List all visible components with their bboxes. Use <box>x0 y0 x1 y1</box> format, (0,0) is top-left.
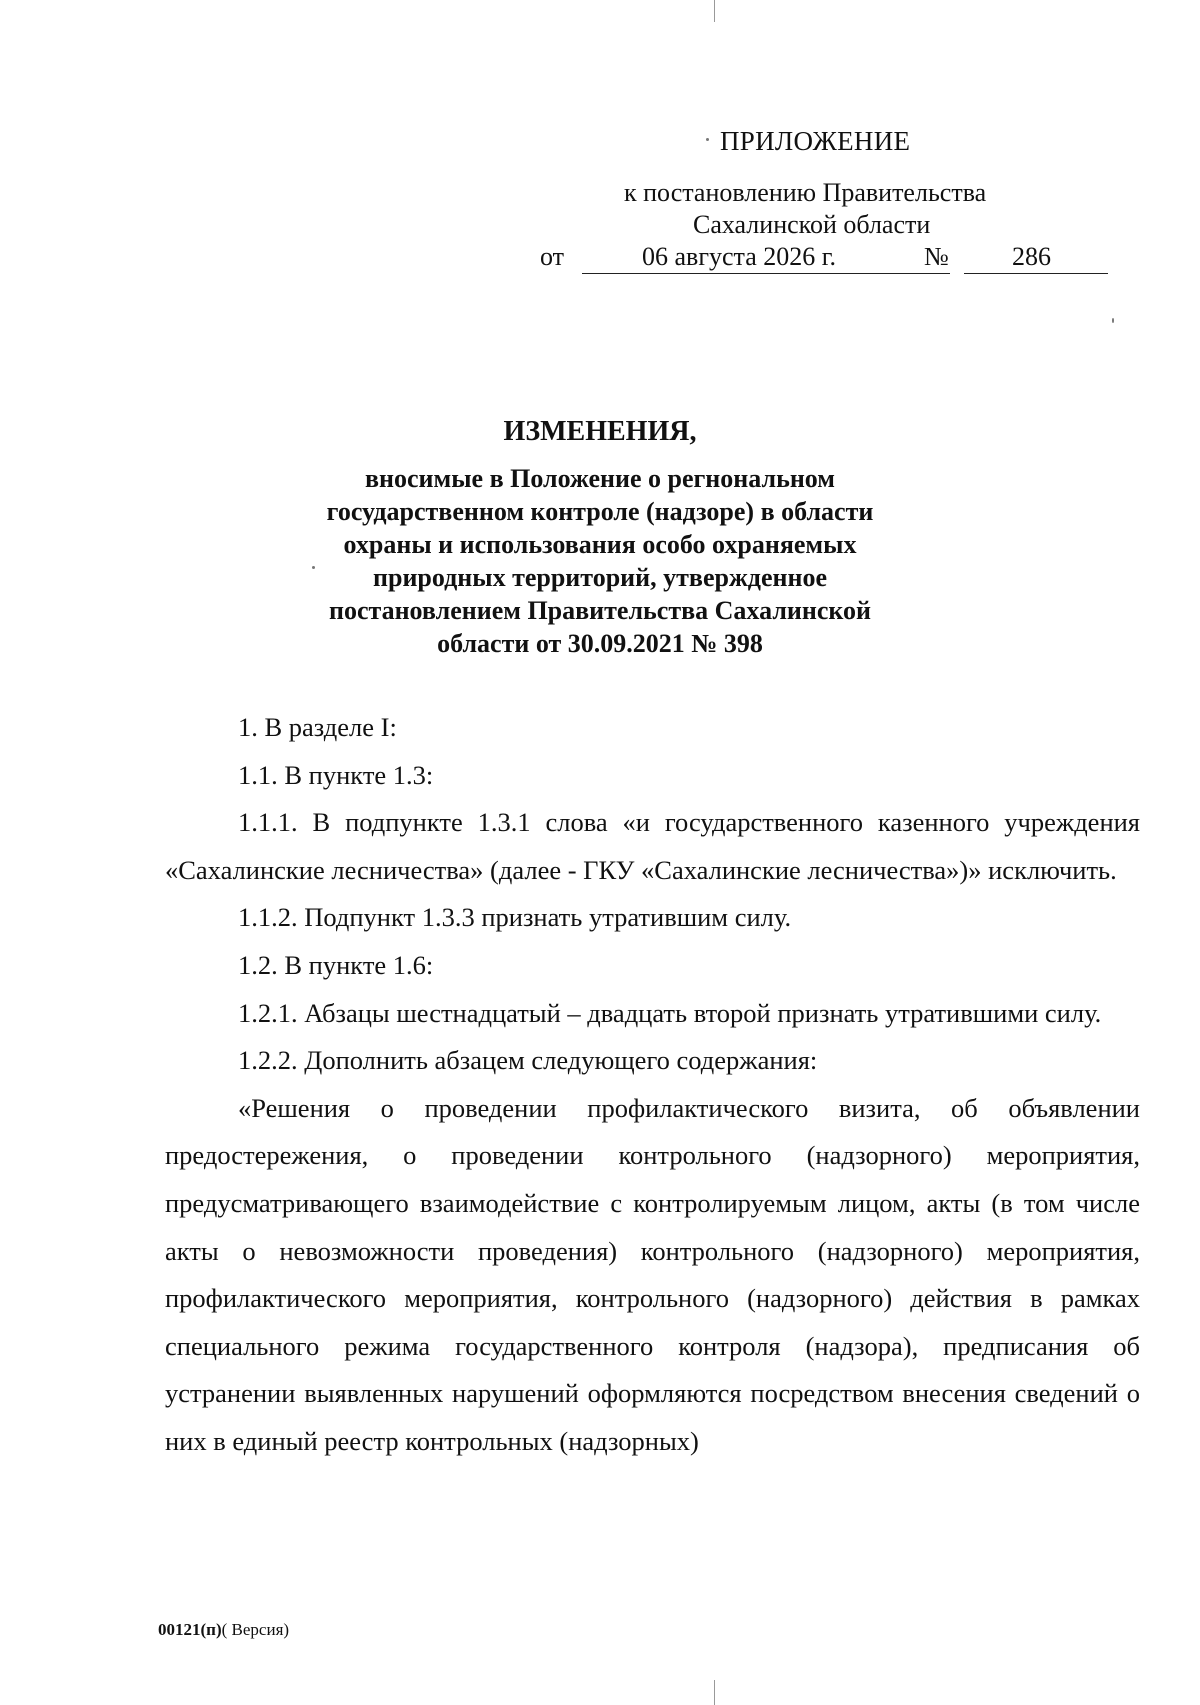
paragraph: 1.1.2. Подпункт 1.3.3 признать утратившим силу. <box>238 902 792 933</box>
document-body <box>165 704 1140 1466</box>
scan-speck <box>1112 318 1114 323</box>
paragraph: 1.2. В пункте 1.6: <box>238 949 434 980</box>
paragraph: 1.2.2. Дополнить абзацем следующего содержания: <box>238 1045 818 1076</box>
number-sign: № <box>924 242 949 271</box>
date-underline <box>582 273 950 274</box>
from-label: от <box>540 242 565 271</box>
footer-version: ( Версия) <box>221 1620 290 1639</box>
document-title: ИЗМЕНЕНИЯ, <box>503 416 697 447</box>
paragraph: 1.2.1. Абзацы шестнадцатый – двадцать второй признать утратившими силу. <box>238 997 1102 1028</box>
footer-code: 00121(п) <box>158 1620 222 1639</box>
date-value: 06 августа 2026 г. <box>642 242 836 271</box>
scan-edge-line <box>714 1680 715 1705</box>
reference-line-1: к постановлению Правительства <box>624 178 987 207</box>
paragraph: 1.1.1. В подпункте 1.3.1 слова «и государственного казенного учреждения «Сахалинские лесничества» (далее - ГКУ «Сахалинские лесничества»)» исключить. <box>165 807 1140 885</box>
paragraph: 1. В разделе I: <box>238 712 397 742</box>
paragraph: «Решения о проведении профилактического визита, об объявлении предостережения, о проведении контрольного (надзорного) мероприятия, предусматривающего взаимодействие с контролируемым лицом, акты (в том числе акты о невозможности проведения) контрольного (надзорного) мероприятия, профилактического мероприятия, контрольного (надзорного) действия в рамках специального режима государственного контроля (надзора), предписания об устранении выявленных нарушений оформляются посредством внесения сведений о них в единый реестр контрольных (надзорных) <box>165 1092 1140 1456</box>
scan-edge-line <box>714 0 715 22</box>
paragraph: 1.1. В пункте 1.3: <box>238 759 434 790</box>
number-underline <box>964 273 1108 274</box>
document-subtitle: вносимые в Положение о регнональном государственном контроле (надзоре) в области охраны и использования особо охраняемых природных территорий, утвержденное постановлением Правительства Сахалинской области от 30.09.2021 № 398 <box>326 464 874 658</box>
date-number-line <box>540 242 1110 278</box>
appendix-label: ПРИЛОЖЕНИЕ <box>720 126 911 156</box>
scan-speck <box>706 138 709 141</box>
reference-line-2: Сахалинской области <box>693 210 931 239</box>
number-value: 286 <box>1012 242 1051 271</box>
footer <box>158 1620 289 1640</box>
